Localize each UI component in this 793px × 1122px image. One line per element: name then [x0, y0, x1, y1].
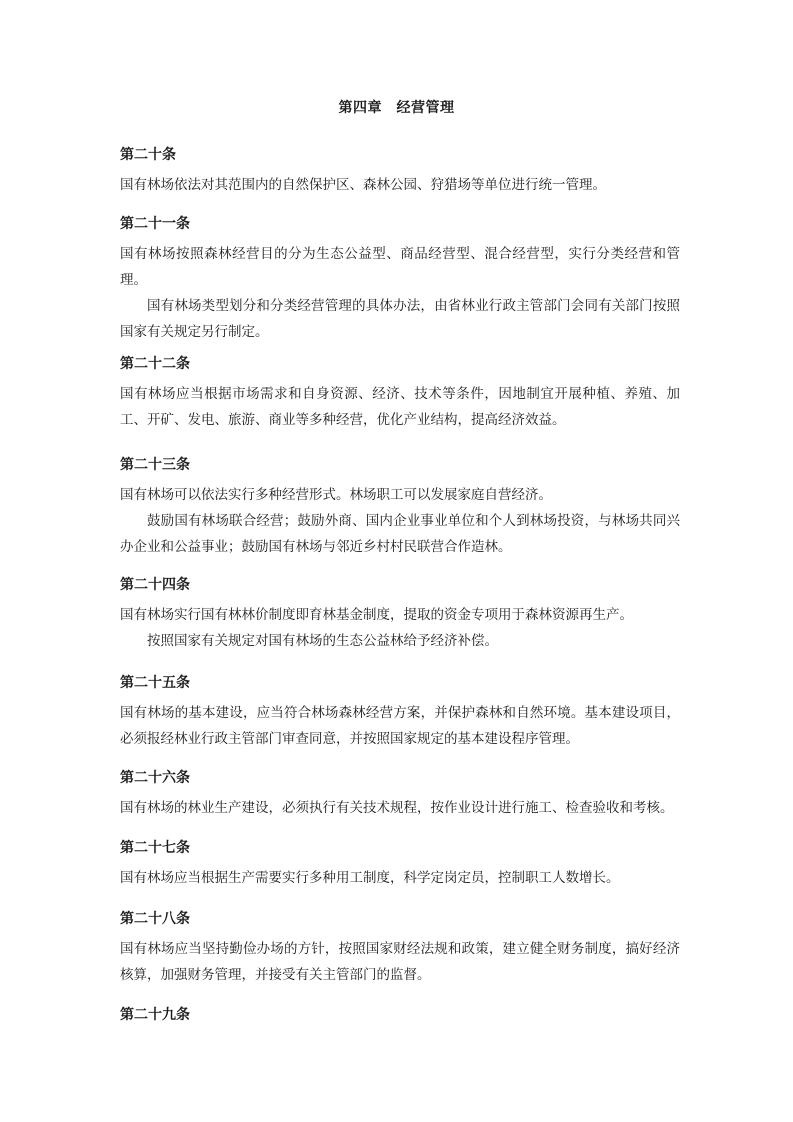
- article-title: 第二十条: [120, 147, 176, 163]
- article-20: [120, 145, 680, 198]
- article-paragraph: 国有林场类型划分和分类经营管理的具体办法，由省林业行政主管部门会同有关部门按照国家有关规定另行制定。: [120, 298, 680, 340]
- article-22: [120, 354, 680, 433]
- article-title: 第二十四条: [120, 577, 190, 593]
- article-paragraph: 国有林场应当坚持勤俭办场的方针，按照国家财经法规和政策，建立健全财务制度，搞好经济核算，加强财务管理，并接受有关主管部门的监督。: [120, 941, 680, 983]
- article-28: [120, 909, 680, 988]
- article-paragraph: 国有林场的基本建设，应当符合林场森林经营方案，并保护森林和自然环境。基本建设项目，必须报经林业行政主管部门审查同意，并按照国家规定的基本建设程序管理。: [120, 705, 680, 747]
- article-paragraph: 国有林场应当根据生产需要实行多种用工制度，科学定岗定员，控制职工人数增长。: [120, 870, 620, 886]
- chapter-title: 第四章 经营管理: [338, 100, 455, 116]
- article-25: [120, 673, 680, 752]
- article-title: 第二十六条: [120, 770, 190, 786]
- article-title: 第二十九条: [120, 1007, 190, 1023]
- article-23: [120, 455, 680, 560]
- article-21: [120, 214, 680, 345]
- article-title: 第二十一条: [120, 216, 190, 232]
- article-title: 第二十二条: [120, 356, 190, 372]
- article-paragraph: 国有林场依法对其范围内的自然保护区、森林公园、狩猎场等单位进行统一管理。: [120, 177, 606, 193]
- article-paragraph: 国有林场按照森林经营目的分为生态公益型、商品经营型、混合经营型，实行分类经营和管理。: [120, 246, 680, 288]
- article-paragraph: 国有林场实行国有林林价制度即育林基金制度，提取的资金专项用于森林资源再生产。: [120, 607, 633, 623]
- article-title: 第二十七条: [120, 840, 190, 856]
- article-title: 第二十三条: [120, 457, 190, 473]
- article-title: 第二十五条: [120, 675, 190, 691]
- article-paragraph: 国有林场可以依法实行多种经营形式。林场职工可以发展家庭自营经济。: [120, 487, 552, 503]
- article-24: [120, 575, 680, 654]
- article-paragraph: 鼓励国有林场联合经营；鼓励外商、国内企业事业单位和个人到林场投资，与林场共同兴办企业和公益事业；鼓励国有林场与邻近乡村村民联营合作造林。: [120, 513, 680, 555]
- article-29: [120, 1005, 680, 1032]
- article-paragraph: 国有林场应当根据市场需求和自身资源、经济、技术等条件，因地制宜开展种植、养殖、加工、开矿、发电、旅游、商业等多种经营，优化产业结构，提高经济效益。: [120, 386, 680, 428]
- article-paragraph: 按照国家有关规定对国有林场的生态公益林给予经济补偿。: [147, 633, 498, 649]
- article-paragraph: 国有林场的林业生产建设，必须执行有关技术规程，按作业设计进行施工、检查验收和考核。: [120, 800, 674, 816]
- article-26: [120, 768, 680, 821]
- article-title: 第二十八条: [120, 911, 190, 927]
- article-27: [120, 838, 680, 891]
